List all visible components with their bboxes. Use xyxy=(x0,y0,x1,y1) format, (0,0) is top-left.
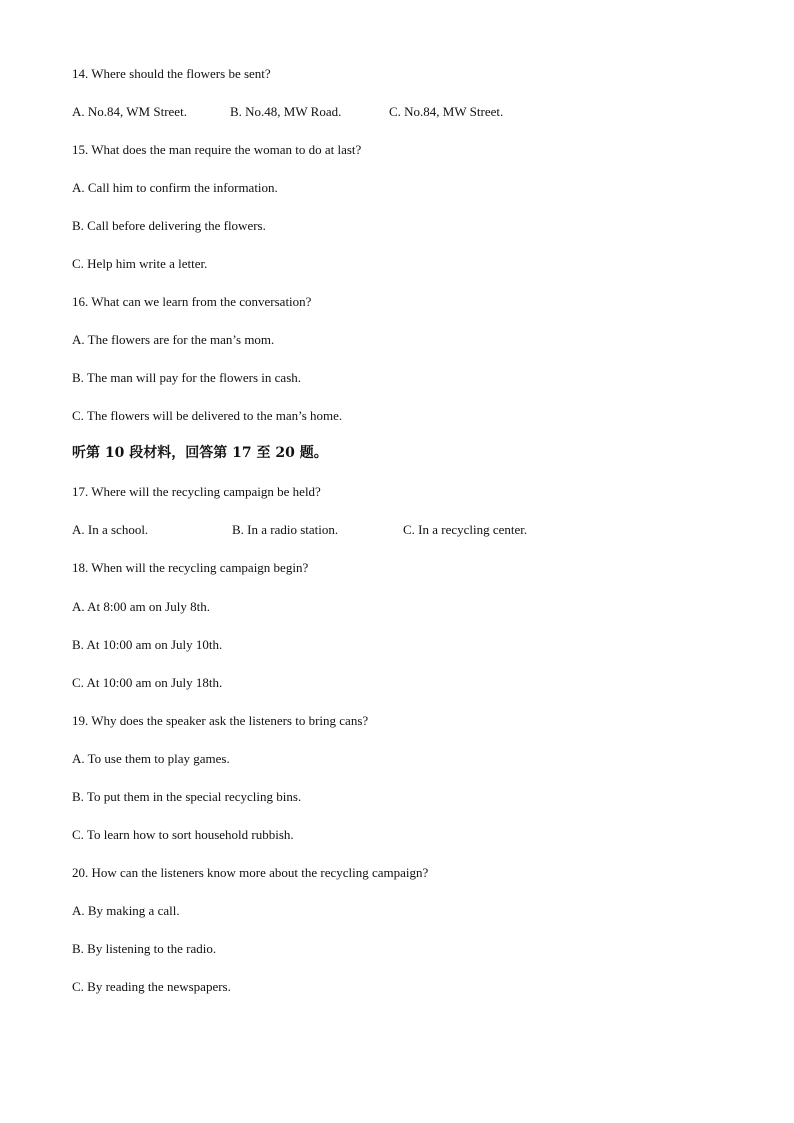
section-heading: 听第 10 段材料，回答第 17 至 20 题。 xyxy=(72,445,328,461)
option-17-a: A. In a school. xyxy=(72,522,149,537)
option-14-b: B. No.48, MW Road. xyxy=(230,104,342,119)
option-17-c: C. In a recycling center. xyxy=(403,522,528,537)
option-16-a: A. The flowers are for the man’s mom. xyxy=(72,332,275,347)
option-16-b: B. The man will pay for the flowers in cash. xyxy=(72,370,302,385)
option-15-b: B. Call before delivering the flowers. xyxy=(72,218,266,233)
option-19-a: A. To use them to play games. xyxy=(72,751,230,766)
question-15: 15. What does the man require the woman to do at last? xyxy=(72,142,362,157)
option-15-c: C. Help him write a letter. xyxy=(72,256,208,271)
option-20-b: B. By listening to the radio. xyxy=(72,941,217,956)
option-19-b: B. To put them in the special recycling bins. xyxy=(72,789,302,804)
question-17-options xyxy=(72,522,772,538)
option-20-a: A. By making a call. xyxy=(72,903,180,918)
option-17-b: B. In a radio station. xyxy=(232,522,339,537)
question-18: 18. When will the recycling campaign begin? xyxy=(72,560,309,575)
option-19-c: C. To learn how to sort household rubbish. xyxy=(72,827,294,842)
option-15-a: A. Call him to confirm the information. xyxy=(72,180,278,195)
question-16: 16. What can we learn from the conversation? xyxy=(72,294,312,309)
question-19: 19. Why does the speaker ask the listeners to bring cans? xyxy=(72,713,369,728)
option-14-a: A. No.84, WM Street. xyxy=(72,104,187,119)
question-17: 17. Where will the recycling campaign be held? xyxy=(72,484,321,499)
option-16-c: C. The flowers will be delivered to the man’s home. xyxy=(72,408,343,423)
option-18-c: C. At 10:00 am on July 18th. xyxy=(72,675,223,690)
option-18-a: A. At 8:00 am on July 8th. xyxy=(72,599,210,614)
question-14-options xyxy=(72,104,772,120)
option-20-c: C. By reading the newspapers. xyxy=(72,979,231,994)
question-14: 14. Where should the flowers be sent? xyxy=(72,66,271,81)
option-18-b: B. At 10:00 am on July 10th. xyxy=(72,637,223,652)
option-14-c: C. No.84, MW Street. xyxy=(389,104,504,119)
question-20: 20. How can the listeners know more about the recycling campaign? xyxy=(72,865,429,880)
